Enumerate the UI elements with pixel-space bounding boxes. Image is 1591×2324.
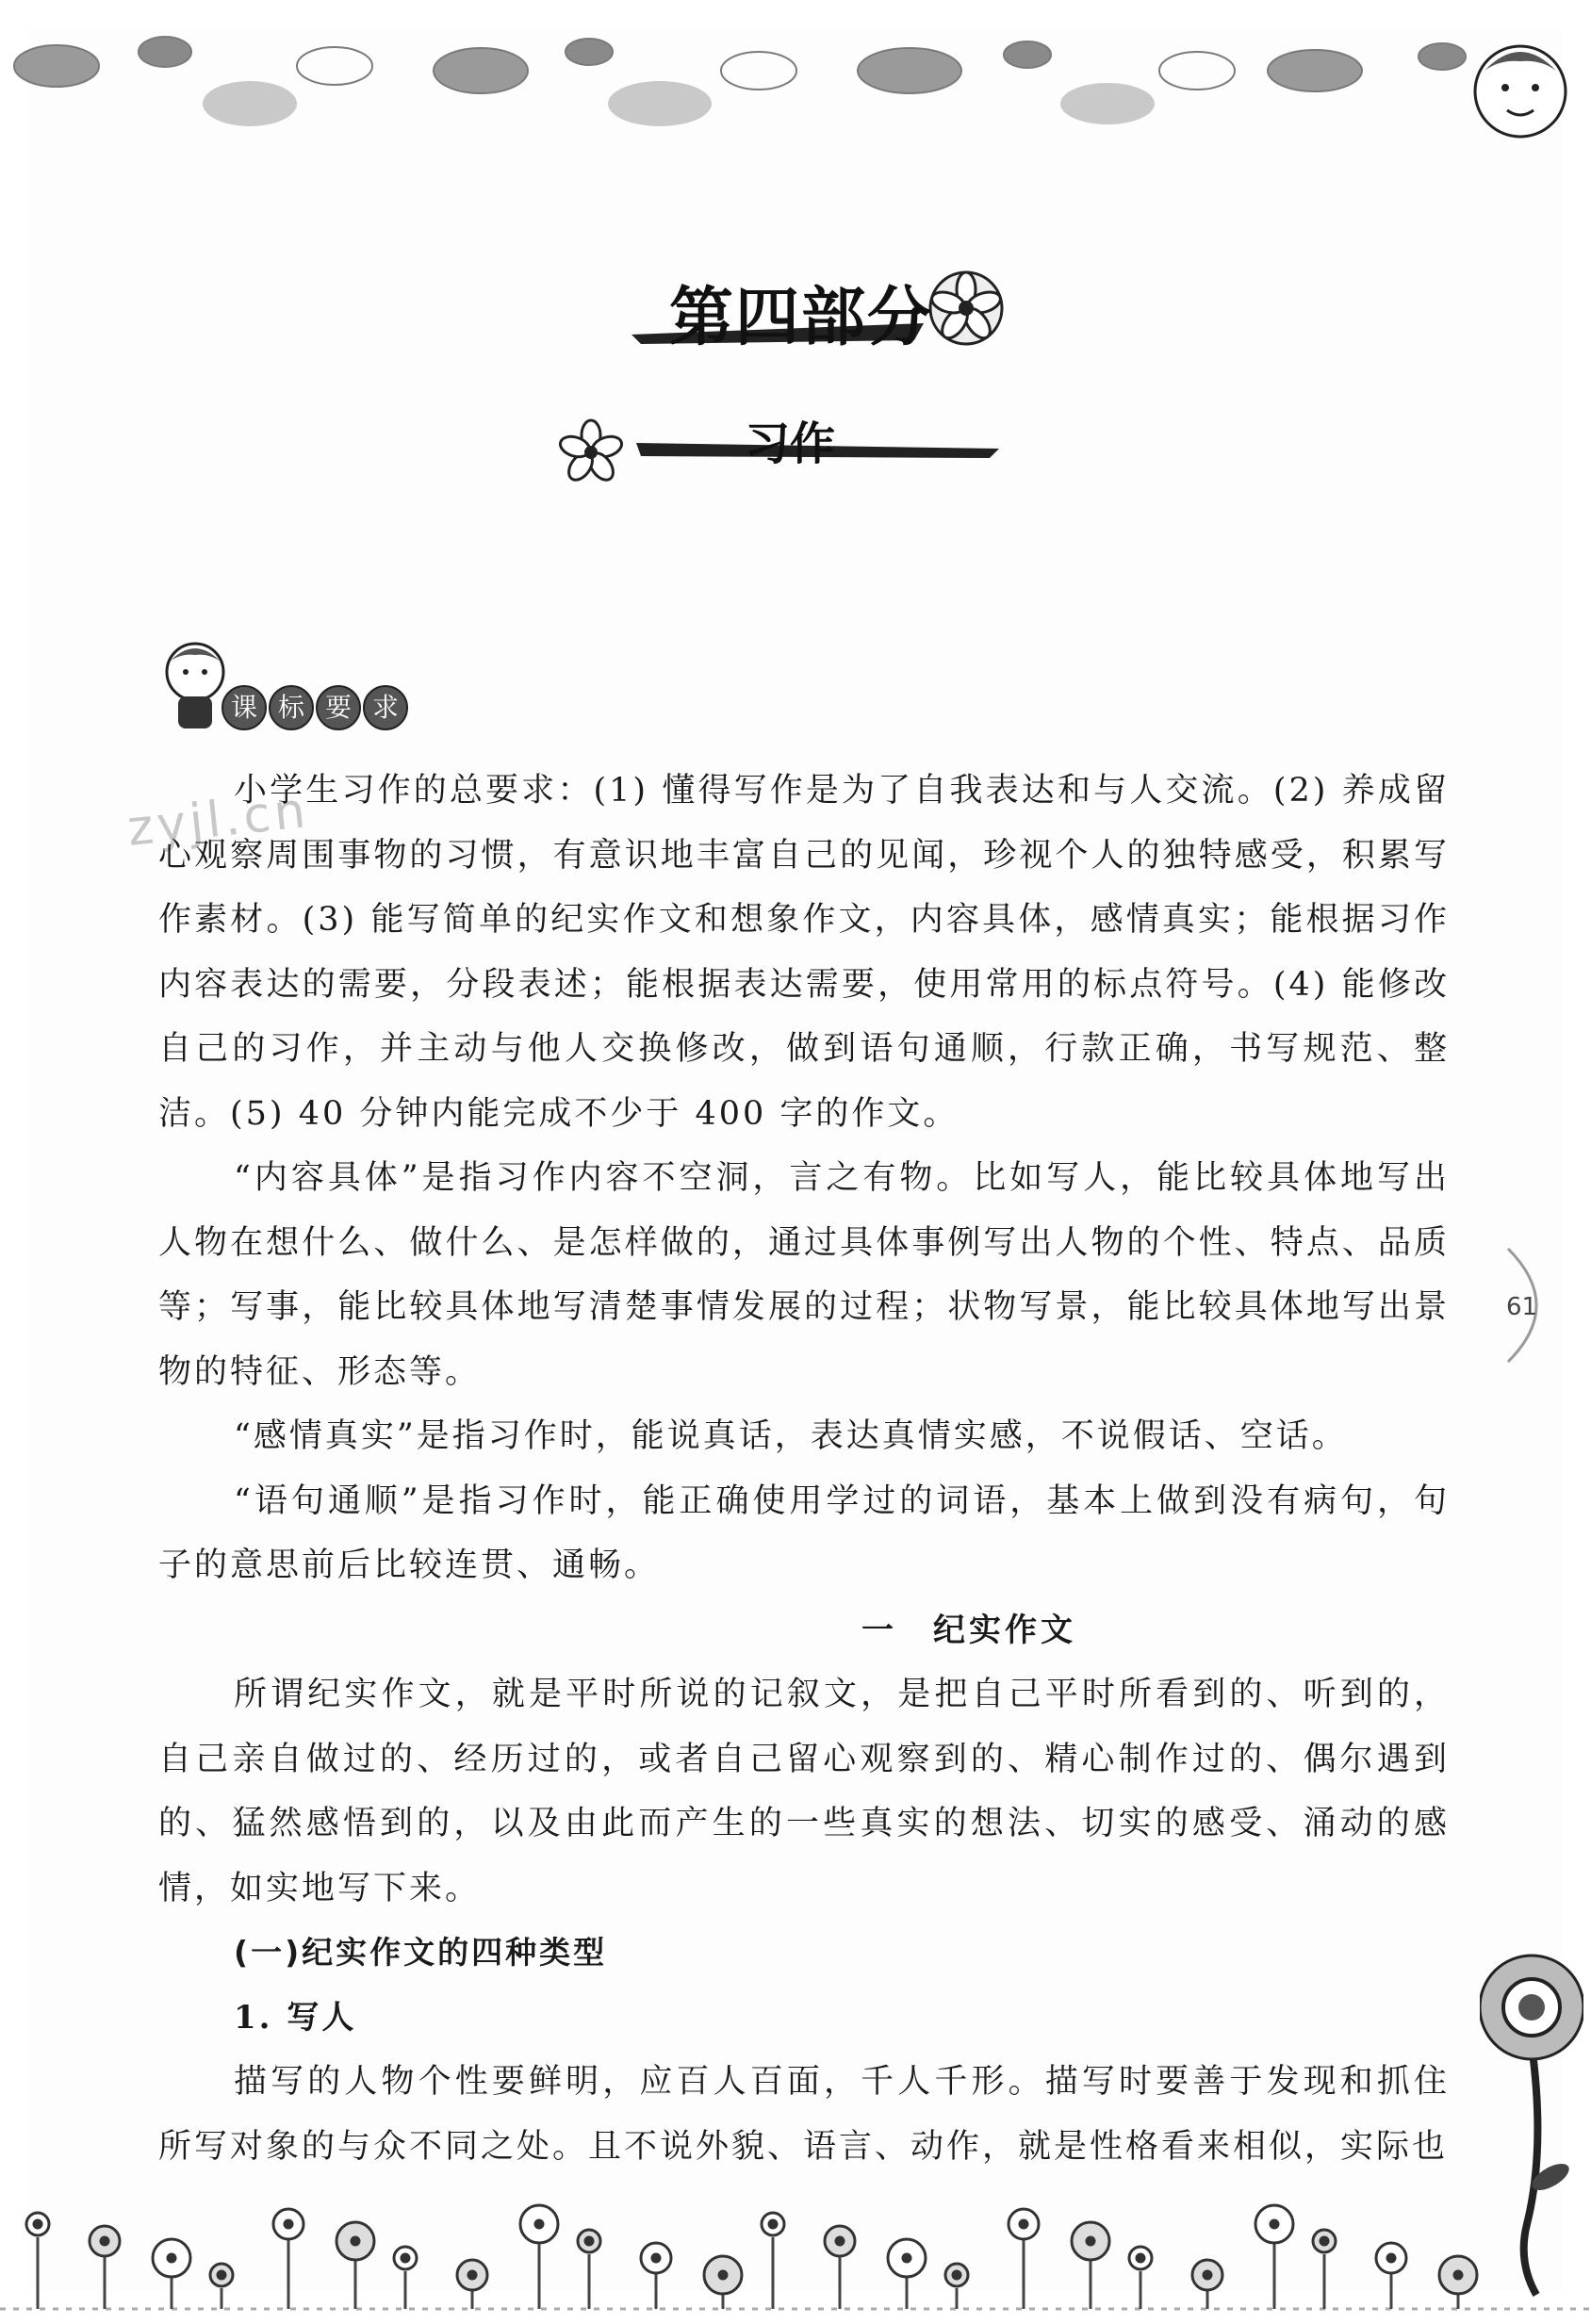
- flower-center: [218, 2271, 225, 2279]
- badge-char: 要: [316, 685, 361, 730]
- flower-icon: [558, 420, 625, 484]
- flower-center: [402, 2254, 409, 2262]
- flower-center: [168, 2254, 175, 2262]
- flower-center: [1320, 2237, 1328, 2245]
- body-text: [158, 759, 1450, 2179]
- badge-char: 求: [363, 685, 408, 730]
- section-title: 习作: [745, 417, 836, 470]
- flower-border-bottom: [0, 2168, 1591, 2324]
- flower-center: [836, 2237, 844, 2245]
- flower-center: [1204, 2271, 1211, 2279]
- paragraph: “内容具体”是指习作内容不空洞，言之有物。比如写人，能比较具体地写出人物在想什么、做什么、是怎样做的，通过具体事例写出人物的个性、特点、品质等；写事，能比较具体地写清楚事情发展的过程；状物写景，能比较具体地写出景物的特征、形态等。: [158, 1159, 1450, 1391]
- flower-center: [652, 2254, 660, 2262]
- flower-center: [1387, 2254, 1395, 2262]
- part-title: 第四部分: [669, 281, 934, 355]
- flower-center: [1454, 2271, 1462, 2279]
- badge-char: 标: [269, 685, 314, 730]
- flower-icon: [929, 272, 1003, 344]
- flower-center: [769, 2220, 777, 2228]
- flower-center: [285, 2220, 292, 2228]
- flower-center: [468, 2271, 476, 2279]
- flower-center: [585, 2237, 593, 2245]
- subsection-heading: 1. 写人: [234, 1998, 357, 2037]
- flower-center: [903, 2254, 910, 2262]
- subsection-heading: (一)纪实作文的四种类型: [234, 1934, 608, 1971]
- flower-center: [34, 2220, 41, 2228]
- cloud-border-top: [0, 0, 1591, 170]
- paragraph: “感情真实”是指习作时，能说真话，表达真情实感，不说假话、空话。: [234, 1417, 1348, 1455]
- flower-center: [719, 2271, 727, 2279]
- flower-center: [1271, 2220, 1278, 2228]
- paragraph: “语句通顺”是指习作时，能正确使用学过的词语，基本上做到没有病句，句子的意思前后比较连贯、通畅。: [158, 1481, 1450, 1584]
- part-title-banner: [631, 250, 1027, 363]
- monkey-mascot-icon: [1466, 33, 1574, 146]
- paragraph: 所谓纪实作文，就是平时所说的记叙文，是把自己平时所看到的、听到的，自己亲自做过的、经历过的，或者自己留心观察到的、精心制作过的、偶尔遇到的、猛然感悟到的，以及由此而产生的一些真实的想法、切实的感受、涌动的感情，如实地写下来。: [158, 1676, 1450, 1907]
- page-number: 61: [1506, 1293, 1538, 1321]
- section-heading: 一 纪实作文: [861, 1611, 1076, 1649]
- monkey-icon: [156, 636, 231, 740]
- flower-center: [1137, 2254, 1144, 2262]
- flower-center: [953, 2271, 960, 2279]
- flower-center: [1020, 2220, 1027, 2228]
- paragraph: 小学生习作的总要求：(1) 懂得写作是为了自我表达和与人交流。(2) 养成留心观察周围事物的习惯，有意识地丰富自己的见闻，珍视个人的独特感受，积累写作素材。(3) 能写简单的纪实作文和想象作文，内容具体，感情真实；能根据习作内容表达的需要，分段表述；能根据表达需要，使用常用的标点符号。(4) 能修改自己的习作，并主动与他人交换修改，做到语句通顺，行款正确，书写规范、整洁。(5) 40 分钟内能完成不少于 400 字的作文。: [158, 772, 1450, 1133]
- flower-center: [1087, 2237, 1094, 2245]
- flower-center: [101, 2237, 108, 2245]
- flower-center: [535, 2220, 543, 2228]
- section-title-banner: [551, 396, 1004, 499]
- flower-center: [352, 2237, 359, 2245]
- badge-char: 课: [221, 685, 267, 730]
- paragraph: 描写的人物个性要鲜明，应百人百面，千人千形。描写时要善于发现和抓住所写对象的与众不同之处。且不说外貌、语言、动作，就是性格看来相似，实际也: [158, 2063, 1450, 2166]
- curriculum-requirement-badge: [156, 636, 410, 740]
- watermark: zyjl.cn: [124, 782, 312, 858]
